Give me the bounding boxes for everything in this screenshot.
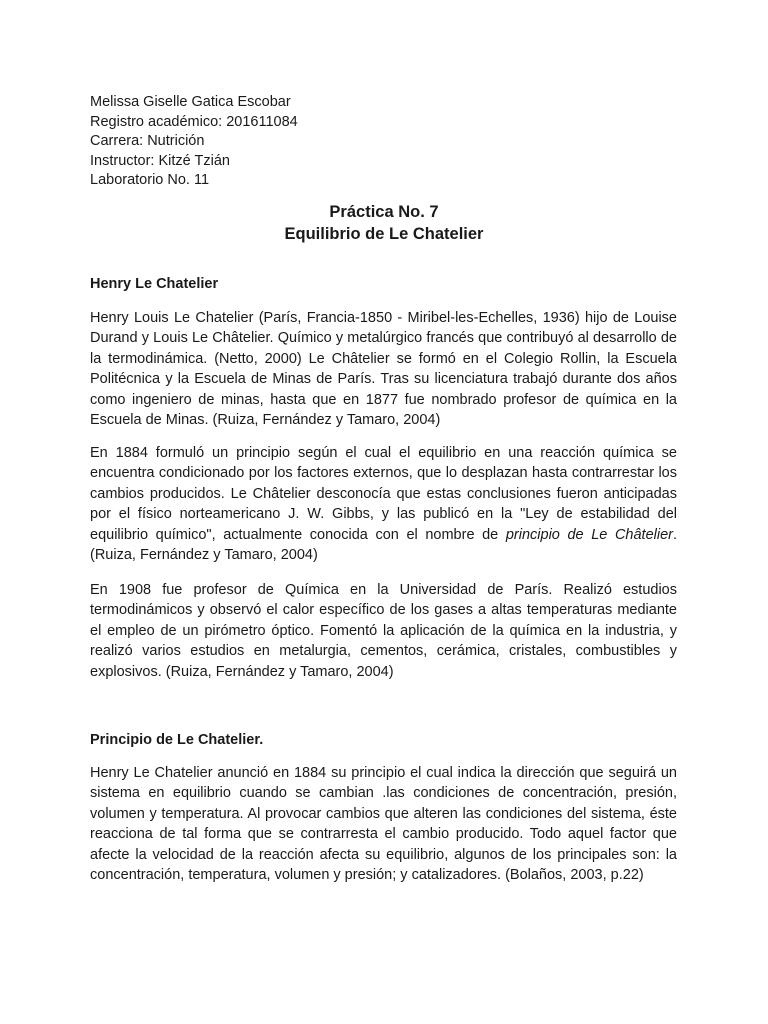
- paragraph-principio: Henry Le Chatelier anunció en 1884 su principio el cual indica la dirección que seguirá un sistema en equilibrio cuando se cambian .las condiciones de concentración, presión, volumen y temperatura. Al provocar cambios que alteren las condiciones del sistema, éste reacciona de tal forma que se contrarresta el cambio producido. Todo aquel factor que afecte la velocidad de la reacción afecta su equilibrio, algunos de los principales son: la concentración, temperatura, volumen y presión; y catalizadores. (Bolaños, 2003, p.22): [90, 765, 677, 884]
- paragraph-text: En 1884 formuló un principio según el cual el equilibrio en una reacción química se encuentra condicionado por los factores externos, que lo desplazan hasta contrarrestar los cambios producidos. Le Châtelier desconocía que estas conclusiones fueron anticipadas por el físico norteamericano J. W. Gibbs, y las publicó en la "Ley de estabilidad del equilibrio químico", actualmente conocida con el nombre de: [90, 445, 677, 543]
- document-title: [0, 201, 768, 245]
- author-name: Melissa Giselle Gatica Escobar: [90, 94, 291, 110]
- title-line-2: Equilibrio de Le Chatelier: [284, 225, 484, 243]
- carrera: Carrera: Nutrición: [90, 133, 205, 149]
- section-heading-principio: Principio de Le Chatelier.: [90, 732, 264, 748]
- author-info: [90, 93, 298, 191]
- title-line-1: Práctica No. 7: [329, 203, 439, 221]
- instructor: Instructor: Kitzé Tzián: [90, 152, 230, 169]
- paragraph-principle-origin: [90, 443, 677, 565]
- paragraph-career: En 1908 fue profesor de Química en la Universidad de París. Realizó estudios termodinámicos y observó el calor específico de los gases a altas temperaturas mediante el empleo de un pirómetro óptico. Fomentó la aplicación de la química en la industria, y realizó varios estudios en metalurgia, cementos, cerámica, cristales, combustibles y explosivos. (Ruiza, Fernández y Tamaro, 2004): [90, 582, 677, 680]
- italic-term: principio de Le Châtelier: [505, 526, 673, 543]
- laboratorio: Laboratorio No. 11: [90, 172, 210, 188]
- registro-academico: Registro académico: 201611084: [90, 113, 298, 130]
- paragraph-biography: Henry Louis Le Chatelier (París, Francia-1850 - Miribel-les-Echelles, 1936) hijo de Louise Durand y Louis Le Châtelier. Químico y metalúrgico francés que contribuyó al desarrollo de la termodinámica. (Netto, 2000) Le Châtelier se formó en el Colegio Rollin, la Escuela Politécnica y la Escuela de Minas de París. Tras su licenciatura trabajó durante dos años como ingeniero de minas, hasta que en 1877 fue nombrado profesor de química en la Escuela de Minas. (Ruiza, Fernández y Tamaro, 2004): [90, 310, 677, 429]
- section-heading-henry: Henry Le Chatelier: [90, 276, 219, 292]
- paragraph-citation: . (Ruiza, Fernández y Tamaro, 2004): [90, 526, 678, 564]
